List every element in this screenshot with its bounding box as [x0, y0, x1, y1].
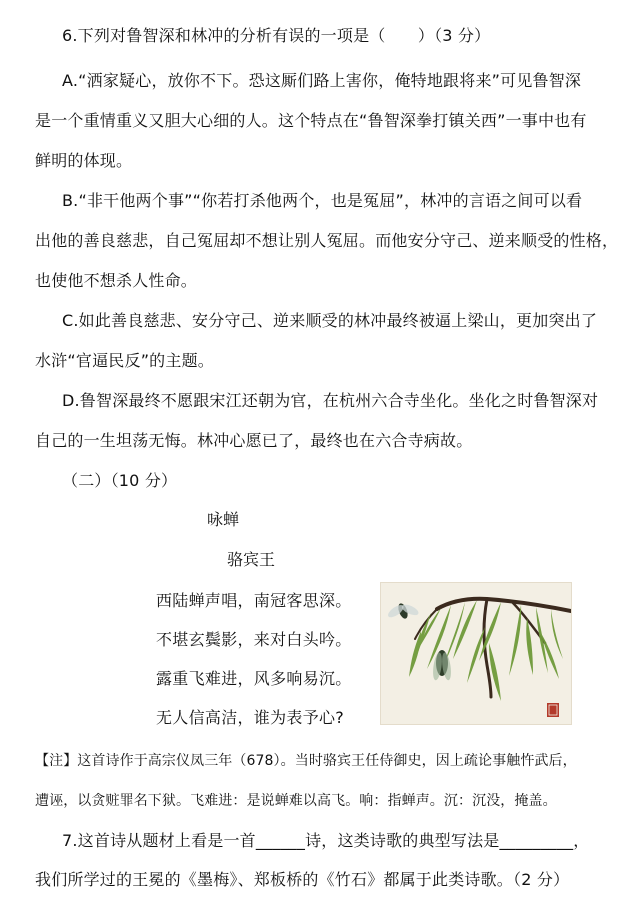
poem-author: 骆宾王 — [227, 550, 276, 569]
poem-line-1: 西陆蝉声唱，南冠客思深。 — [156, 591, 352, 610]
cicada-flying — [386, 602, 420, 620]
question-6-stem: 6.下列对鲁智深和林冲的分析有误的一项是（ ）（3 分） — [62, 26, 491, 45]
question-7-line-1: 7.这首诗从题材上看是一首______诗，这类诗歌的典型写法是_________， — [62, 831, 590, 850]
question-6-option-b-line-1: B.“非干他两个事”“你若打杀他两个，也是冤屈”，林冲的言语之间可以看 — [62, 191, 583, 210]
poem-note-line-2: 遭诬，以贪赃罪名下狱。飞难进：是说蝉难以高飞。响：指蝉声。沉：沉没，掩盖。 — [35, 793, 557, 809]
question-6-option-c-line-1: C.如此善良慈悲、安分守己、逆来顺受的林冲最终被逼上梁山，更加突出了 — [62, 311, 598, 330]
question-6-option-d-line-2: 自己的一生坦荡无悔。林冲心愿已了，最终也在六合寺病故。 — [35, 431, 473, 450]
cicada-willow-painting — [380, 582, 572, 725]
question-6-option-a-line-3: 鲜明的体现。 — [35, 151, 133, 170]
question-6-option-d-line-1: D.鲁智深最终不愿跟宋江还朝为官，在杭州六合寺坐化。坐化之时鲁智深对 — [62, 391, 599, 410]
poem-title: 咏蝉 — [207, 510, 240, 529]
painting-svg — [381, 583, 571, 724]
question-6-option-b-line-3: 也使他不想杀人性命。 — [35, 271, 198, 290]
question-7-line-2: 我们所学过的王冕的《墨梅》、郑板桥的《竹石》都属于此类诗歌。（2 分） — [35, 870, 570, 889]
poem-line-4: 无人信高洁，谁为表予心? — [156, 708, 345, 727]
red-seal-icon — [547, 703, 559, 717]
poem-note-line-1: 【注】这首诗作于高宗仪凤三年（678）。当时骆宾王任侍御史，因上疏论事触忤武后， — [35, 753, 577, 769]
poem-line-2: 不堪玄鬓影，来对白头吟。 — [156, 630, 352, 649]
question-6-option-a-line-2: 是一个重情重义又胆大心细的人。这个特点在“鲁智深拳打镇关西”一事中也有 — [35, 111, 587, 130]
cicada-on-branch — [432, 650, 453, 681]
question-6-option-a-line-1: A.“洒家疑心，放你不下。恐这厮们路上害你，俺特地跟将来”可见鲁智深 — [62, 71, 582, 90]
question-6-option-b-line-2: 出他的善良慈悲，自己冤屈却不想让别人冤屈。而他安分守己、逆来顺受的性格， — [35, 231, 619, 250]
poem-line-3: 露重飞难进，风多响易沉。 — [156, 669, 352, 688]
question-6-option-c-line-2: 水浒“官逼民反”的主题。 — [35, 351, 214, 370]
section-2-heading: （二）（10 分） — [62, 471, 178, 490]
